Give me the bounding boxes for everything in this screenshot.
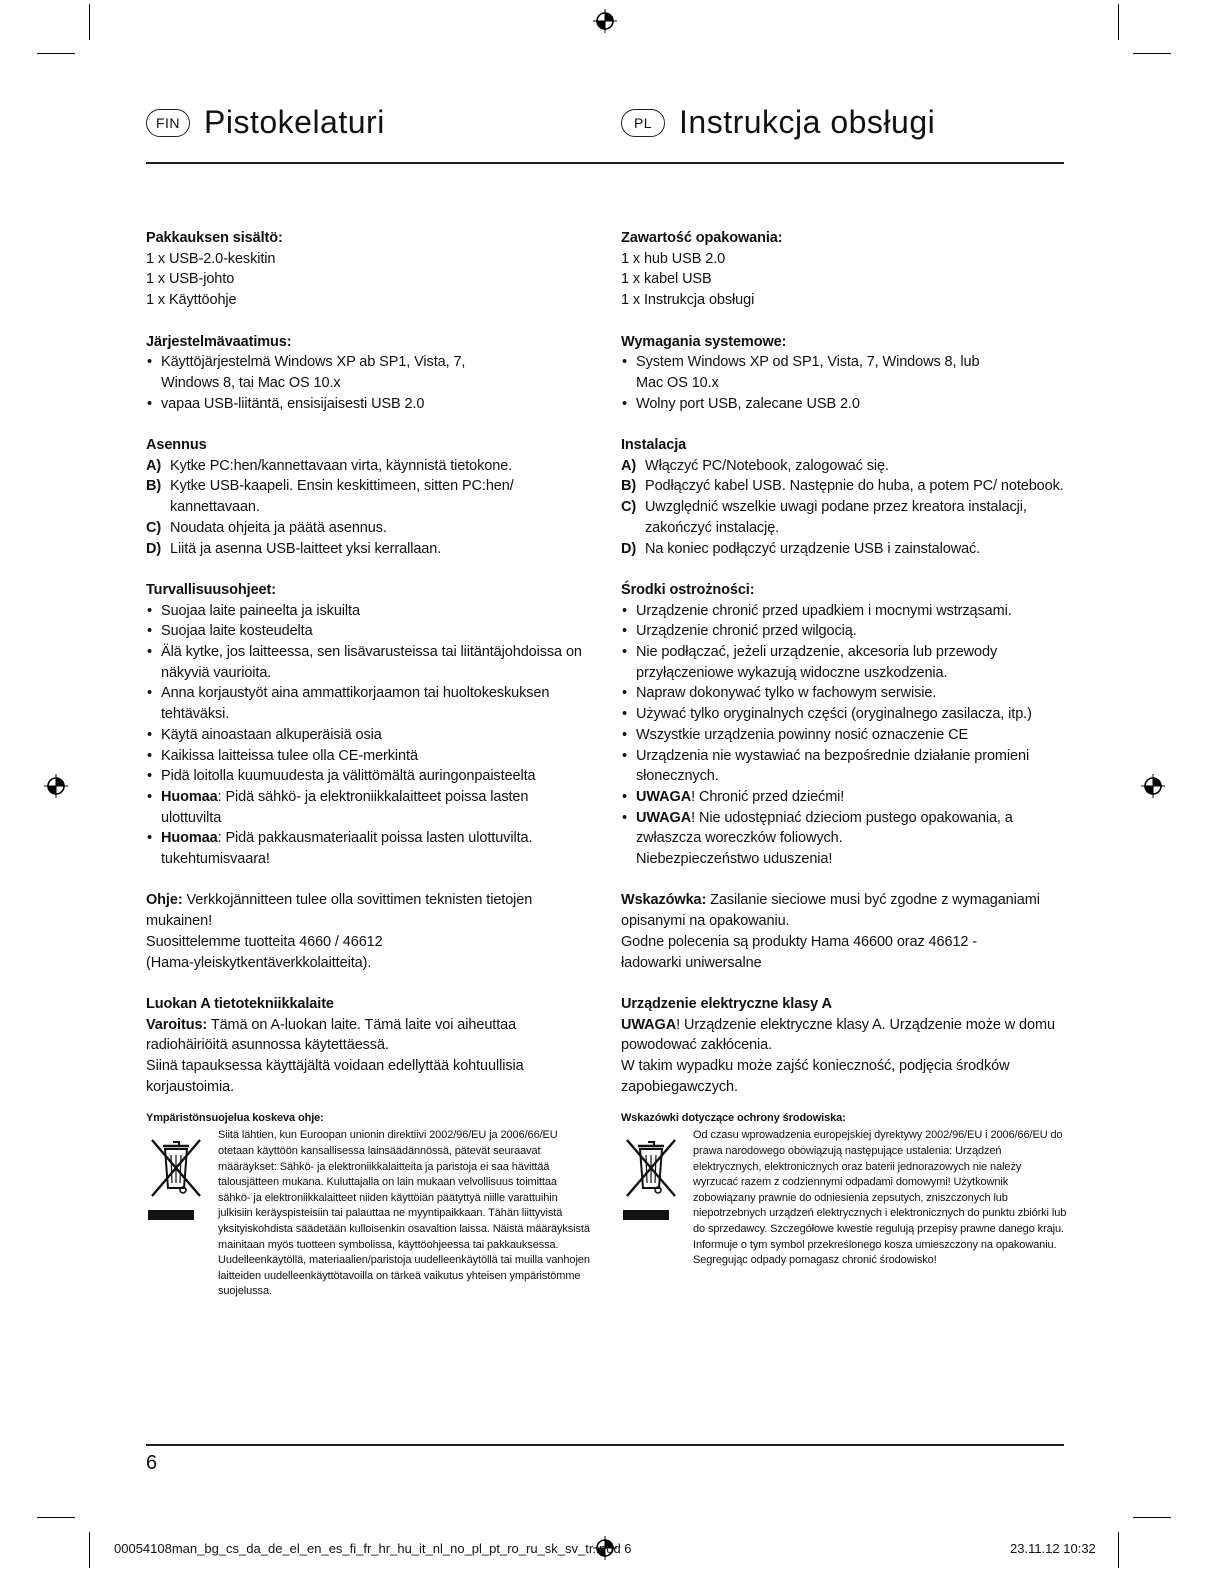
section-title: Urządzenie elektryczne klasy A	[621, 995, 832, 1012]
crop-mark-bottom-right	[1118, 1532, 1119, 1568]
weee-bin-icon	[146, 1128, 218, 1300]
note-line: Godne polecenia są produkty Hama 46600 oraz 46612 - ładowarki uniwersalne	[621, 933, 978, 971]
crop-mark-bottom-left-h	[37, 1517, 75, 1518]
list-item: • Anna korjaustyöt aina ammattikorjaamon tai huoltokeskuksen tehtäväksi.	[146, 683, 592, 724]
section-class-a	[621, 994, 1067, 1098]
footer-rule	[146, 1444, 1064, 1446]
environment-text: Siitä lähtien, kun Euroopan unionin direktiivi 2002/96/EU ja 2006/66/EU otetaan käyttöön kansallisessa lainsäädännössä, pätevät seuraavat määräykset: Sähkö- ja elektroniikkalaitteita ja paristoja ei saa hävittää talousjätteen mukana. Kuluttajalla on lain mukaan velvollisuus toimittaa sähkö- ja elektroniikkalaitteet niiden käyttöiän päätyttyä niille varattuihin julkisiin keräyspisteisiin tai palauttaa ne myyntipaikkaan. Tähän liittyvistä yksityiskohdista säädetään kulloisenkin osavaltion laissa. Näistä määräyksistä mainitaan myös tuotteen symbolissa, käyttöohjeessa tai pakkauksessa. Uudelleenkäytöllä, materiaalien/paristoja uudelleenkäytöllä tai muilla vanhojen laitteiden uudelleenkäyttötavoilla on tärkeä vaikutus yhteisen ympäristömme suojelussa.	[218, 1129, 590, 1298]
language-badge-fin: FIN	[146, 109, 190, 137]
crossed-out-wheelie-bin-icon	[146, 1128, 206, 1224]
list-item: 1 x hub USB 2.0	[621, 250, 726, 267]
page-number: 6	[146, 1452, 158, 1474]
list-item: 1 x USB-2.0-keskitin	[146, 250, 276, 267]
install-step: C) Noudata ohjeita ja päätä asennus.	[146, 519, 387, 536]
list-item: • Kaikissa laitteissa tulee olla CE-merkintä	[146, 746, 592, 767]
install-step: A) Kytke PC:hen/kannettavaan virta, käynnistä tietokone.	[146, 457, 513, 474]
crop-mark-bottom-right-h	[1133, 1517, 1171, 1518]
section-note	[146, 890, 592, 973]
section-note	[621, 890, 1067, 973]
crop-mark-bottom-left	[89, 1532, 90, 1568]
list-item: • Używać tylko oryginalnych części (oryginalnego zasilacza, itp.)	[621, 704, 1067, 725]
list-item: • Wolny port USB, zalecane USB 2.0	[621, 394, 1067, 415]
list-item: • Käytä ainoastaan alkuperäisiä osia	[146, 725, 592, 746]
list-item: • System Windows XP od SP1, Vista, 7, Windows 8, lub Mac OS 10.x	[621, 352, 1067, 393]
section-title: Instalacja	[621, 437, 687, 453]
section-safety	[146, 580, 592, 870]
list-item: • vapaa USB-liitäntä, ensisijaisesti USB 2.0	[146, 394, 592, 415]
install-step: B) Kytke USB-kaapeli. Ensin keskittimeen, sitten PC:hen/ kannettavaan.	[146, 478, 514, 516]
column-pl	[621, 228, 1067, 1269]
list-item: • Pidä loitolla kuumuudesta ja välittömältä auringonpaisteelta	[146, 766, 592, 787]
list-item: • Nie podłączać, jeżeli urządzenie, akcesoria lub przewody przyłączeniowe wykazują widoczne uszkodzenia.	[621, 642, 1067, 683]
section-title: Turvallisuusohjeet:	[146, 581, 276, 598]
section-title: Luokan A tietotekniikkalaite	[146, 995, 334, 1012]
page-title-pl: Instrukcja obsługi	[679, 104, 936, 140]
list-item: 1 x kabel USB	[621, 271, 712, 288]
list-item: • Huomaa: Pidä pakkausmateriaalit poissa lasten ulottuvilta. tukehtumisvaara!	[146, 828, 592, 869]
install-step: A) Włączyć PC/Notebook, zalogować się.	[621, 457, 889, 474]
section-class-a	[146, 994, 592, 1098]
environment-text: Od czasu wprowadzenia europejskiej dyrektywy 2002/96/EU i 2006/66/EU do prawa narodowego obowiązują następujące ustalenia: Urządzeń elektrycznych, elektronicznych oraz baterii jednorazowych nie należy wyrzucać razem z codziennymi odpadami domowymi! Użytkownik zobowiązany prawnie do odniesienia zepsutych, zniszczonych lub niepotrzebnych urządzeń elektrycznych i elektronicznych do punktu zbiórki lub do sprzedawcy. Szczegółowe kwestie regulują przepisy prawne danego kraju. Informuje o tym symbol przekreślonego kosza umieszczony na opakowaniu. Segregując odpady pomagasz chronić środowisko!	[693, 1129, 1067, 1267]
crop-mark-top-right-h	[1133, 53, 1171, 54]
section-title: Zawartość opakowania:	[621, 230, 783, 246]
header-fin	[146, 104, 385, 141]
list-item: • Käyttöjärjestelmä Windows XP ab SP1, Vista, 7, Windows 8, tai Mac OS 10.x	[146, 352, 592, 393]
crop-mark-top-left	[89, 4, 90, 40]
header-pl	[621, 104, 935, 141]
note-line: Suosittelemme tuotteita 4660 / 46612	[146, 933, 383, 950]
language-badge-pl: PL	[621, 109, 665, 137]
crop-mark-top-right	[1118, 4, 1119, 40]
crop-mark-top-left-h	[37, 53, 75, 54]
class-a-line: Siinä tapauksessa käyttäjältä voidaan edellyttää kohtuullisia korjaustoimia.	[146, 1058, 524, 1095]
class-a-text: UWAGA! Urządzenie elektryczne klasy A. Urządzenie może w domu powodować zakłócenia.	[621, 1016, 1055, 1054]
list-item: • Urządzenia nie wystawiać na bezpośrednie działanie promieni słonecznych.	[621, 746, 1067, 787]
section-requirements	[621, 332, 1067, 415]
section-contents	[146, 228, 592, 311]
crossed-out-wheelie-bin-icon	[621, 1128, 681, 1224]
list-item: • Urządzenie chronić przed wilgocią.	[621, 621, 1067, 642]
note-line: (Hama-yleiskytkentäverkkolaitteita).	[146, 954, 372, 971]
section-title: Pakkauksen sisältö:	[146, 230, 283, 246]
class-a-line: W takim wypadku może zajść konieczność, podjęcia środków zapobiegawczych.	[621, 1058, 1010, 1095]
section-title: Asennus	[146, 437, 207, 453]
list-item: • UWAGA! Nie udostępniać dzieciom pustego opakowania, a zwłaszcza woreczków foliowych. Niebezpieczeństwo uduszenia!	[621, 808, 1067, 870]
section-install	[621, 435, 1067, 559]
list-item: 1 x Instrukcja obsługi	[621, 292, 755, 309]
note-text: Ohje: Verkkojännitteen tulee olla sovittimen teknisten tietojen mukainen!	[146, 892, 533, 930]
header-rule	[146, 162, 1064, 164]
section-title: Wskazówki dotyczące ochrony środowiska:	[621, 1112, 846, 1125]
list-item: • Huomaa: Pidä sähkö- ja elektroniikkalaitteet poissa lasten ulottuvilta	[146, 787, 592, 828]
note-text: Wskazówka: Zasilanie sieciowe musi być zgodne z wymaganiami opisanymi na opakowaniu.	[621, 892, 1040, 930]
list-item: • Suojaa laite kosteudelta	[146, 621, 592, 642]
install-step: B) Podłączyć kabel USB. Następnie do huba, a potem PC/ notebook.	[621, 478, 1064, 495]
section-environment	[621, 1111, 1067, 1268]
list-item: 1 x USB-johto	[146, 271, 235, 288]
registration-mark-left-icon	[43, 773, 69, 799]
section-title: Järjestelmävaatimus:	[146, 333, 292, 350]
section-contents	[621, 228, 1067, 311]
list-item: • Napraw dokonywać tylko w fachowym serwisie.	[621, 683, 1067, 704]
weee-bin-icon	[621, 1128, 693, 1268]
class-a-text: Varoitus: Tämä on A-luokan laite. Tämä laite voi aiheuttaa radiohäiriöitä asunnossa käytettäessä.	[146, 1016, 517, 1054]
registration-mark-right-icon	[1140, 773, 1166, 799]
list-item: • UWAGA! Chronić przed dziećmi!	[621, 787, 1067, 808]
list-item: 1 x Käyttöohje	[146, 292, 237, 309]
install-step: D) Na koniec podłączyć urządzenie USB i zainstalować.	[621, 540, 981, 557]
section-environment	[146, 1111, 592, 1300]
section-requirements	[146, 332, 592, 415]
list-item: • Urządzenie chronić przed upadkiem i mocnymi wstrząsami.	[621, 601, 1067, 622]
section-title: Wymagania systemowe:	[621, 333, 787, 350]
print-slug-filename: 00054108man_bg_cs_da_de_el_en_es_fi_fr_hr_hu_it_nl_no_pl_pt_ro_ru_sk_sv_tr.indd 6	[114, 1541, 632, 1556]
section-title: Ympäristönsuojelua koskeva ohje:	[146, 1112, 324, 1125]
section-safety	[621, 580, 1067, 870]
page-title-fin: Pistokelaturi	[204, 104, 385, 140]
list-item: • Älä kytke, jos laitteessa, sen lisävarusteissa tai liitäntäjohdoissa on näkyviä vaurioita.	[146, 642, 592, 683]
registration-mark-top-icon	[592, 8, 618, 34]
section-title: Środki ostrożności:	[621, 581, 755, 598]
install-step: C) Uwzględnić wszelkie uwagi podane przez kreatora instalacji, zakończyć instalację.	[621, 499, 1027, 536]
section-install	[146, 435, 592, 559]
print-slug-date: 23.11.12 10:32	[1010, 1541, 1096, 1556]
install-step: D) Liitä ja asenna USB-laitteet yksi kerrallaan.	[146, 540, 442, 557]
list-item: • Wszystkie urządzenia powinny nosić oznaczenie CE	[621, 725, 1067, 746]
list-item: • Suojaa laite paineelta ja iskuilta	[146, 601, 592, 622]
column-fin	[146, 228, 592, 1300]
